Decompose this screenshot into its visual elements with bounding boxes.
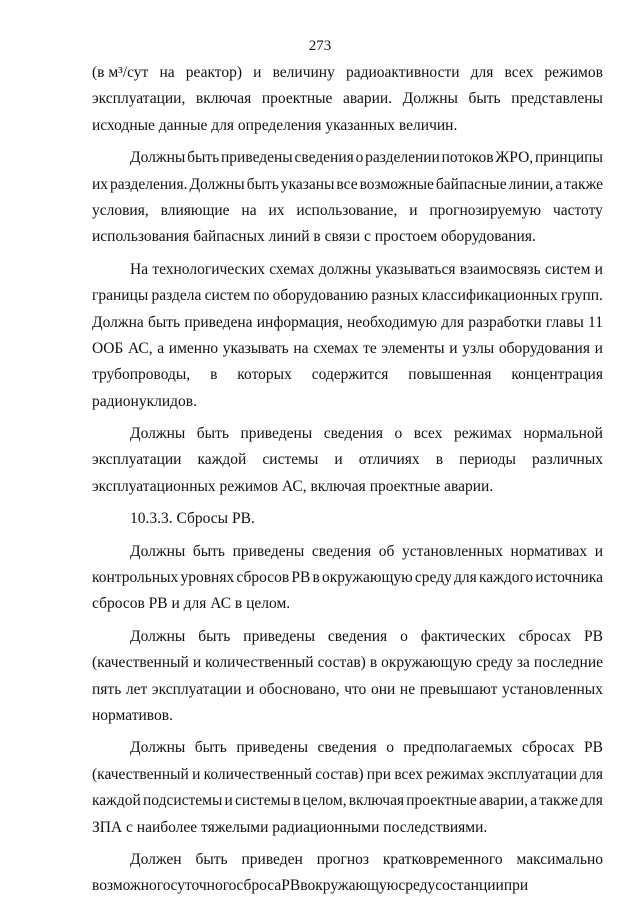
word: максимально — [516, 850, 603, 868]
word: Должны — [130, 739, 186, 757]
word: их — [92, 175, 109, 193]
word: сведения — [327, 627, 388, 645]
word: Должны — [130, 627, 186, 645]
word: 10.3.3. Сбросы РВ. — [130, 510, 255, 528]
word: суточного — [170, 877, 237, 895]
word: пять — [92, 680, 122, 698]
word: на — [293, 339, 309, 357]
word: также — [539, 792, 578, 810]
text-line — [92, 815, 603, 841]
word: величину — [272, 64, 335, 81]
word: обосновано, — [258, 680, 340, 698]
word: и — [409, 201, 418, 219]
text-line — [92, 421, 603, 447]
word: возможные — [359, 175, 434, 193]
word: на — [241, 201, 257, 219]
text-line — [92, 336, 603, 362]
word: нормальной — [523, 425, 603, 443]
word: превышают — [419, 680, 498, 698]
word: указывать — [222, 339, 289, 357]
word: о — [394, 425, 403, 443]
word: сбросах — [518, 627, 572, 645]
word: сбросах — [521, 739, 575, 757]
word: быть — [468, 90, 501, 108]
word: разработки — [468, 313, 542, 331]
word: частоту — [552, 201, 603, 219]
text-line — [92, 762, 603, 788]
word: использования байпасных линий в связи с простоем оборудования. — [92, 228, 536, 246]
word: байпасные — [435, 175, 507, 193]
word: раздела — [151, 287, 202, 305]
word: приведены — [243, 627, 315, 645]
word: Должны — [130, 149, 186, 167]
word: реактор) — [185, 64, 243, 81]
word: станции — [449, 877, 504, 895]
paragraph — [92, 624, 603, 730]
word: разных — [371, 287, 419, 305]
word: разделения. — [110, 175, 188, 193]
word: эксплуатации, — [92, 90, 186, 108]
word: границы — [92, 287, 149, 305]
word: нормативов. — [92, 706, 173, 724]
word: аварии. — [342, 90, 393, 108]
text-line — [92, 257, 603, 283]
word: радионуклидов. — [92, 392, 197, 410]
word: и — [449, 339, 458, 357]
word: быть — [187, 149, 220, 167]
word: а — [157, 339, 165, 357]
word: (качественный — [92, 765, 189, 783]
word: они — [370, 680, 396, 698]
text-line — [92, 362, 603, 388]
paragraph — [92, 145, 603, 251]
text-line — [92, 539, 603, 565]
word: главы — [545, 313, 584, 331]
word: приведены — [236, 739, 309, 757]
word: сведения — [294, 149, 354, 167]
word: установленных — [501, 680, 603, 698]
word: окружающую — [307, 877, 399, 895]
word: количественный — [205, 654, 314, 672]
word: не — [399, 680, 416, 698]
word: по — [253, 287, 270, 305]
word: целом, — [302, 792, 347, 810]
word: в — [369, 654, 378, 672]
paragraph — [92, 735, 603, 841]
word: и — [594, 339, 603, 357]
word: быть — [147, 313, 181, 331]
text-line — [92, 506, 603, 532]
word: линии, — [508, 175, 554, 193]
word: радиоактивности — [345, 64, 460, 81]
word: все — [336, 175, 358, 193]
word: прогнозируемую — [429, 201, 542, 219]
word: для — [470, 64, 494, 81]
word: системы — [262, 451, 319, 469]
text-line — [92, 447, 603, 473]
word: Должны — [402, 90, 458, 108]
word: групп. — [560, 287, 603, 305]
word: нормативах — [510, 542, 588, 560]
word: со — [435, 877, 450, 895]
word: уровнях — [180, 569, 235, 587]
word: включая — [348, 792, 405, 810]
word: указаны — [280, 175, 335, 193]
word: сбросов РВ и для АС в целом. — [92, 595, 291, 613]
word: для — [580, 792, 603, 810]
word: включая — [195, 90, 252, 108]
text-line — [92, 474, 603, 500]
word: последние — [533, 654, 603, 672]
word: в — [312, 569, 320, 587]
word: возможного — [92, 877, 171, 895]
word: содержится — [311, 366, 389, 384]
word: принципы — [534, 149, 603, 167]
word: технологических — [152, 260, 266, 278]
word: в — [435, 451, 444, 469]
word: Должен — [130, 850, 182, 868]
word: и — [192, 654, 202, 672]
word: количественный — [203, 765, 313, 783]
word: каждой — [197, 451, 247, 469]
text-line — [92, 389, 603, 415]
word: необходимую — [347, 313, 438, 331]
word: разделении — [365, 149, 440, 167]
word: Должны — [130, 542, 186, 560]
word: ЗПА с наиболее тяжелыми радиационными последствиями. — [92, 818, 488, 836]
word: потоков — [441, 149, 494, 167]
text-line — [92, 788, 603, 814]
word: узлы — [462, 339, 495, 357]
page-number: 273 — [308, 38, 332, 54]
word: прогноз — [316, 850, 370, 868]
word: АС, — [127, 339, 153, 357]
paragraph — [92, 506, 603, 532]
text-line — [92, 591, 603, 617]
word: быть — [246, 175, 279, 193]
word: за — [516, 654, 530, 672]
word: оборудования — [498, 339, 590, 357]
word: периоды — [459, 451, 516, 469]
word: каждой — [92, 792, 141, 810]
word: РВ — [281, 877, 301, 895]
word: сведения — [311, 542, 372, 560]
word: систем — [204, 287, 251, 305]
word: режимов — [544, 64, 603, 81]
word: что — [344, 680, 367, 698]
word: которых — [237, 366, 292, 384]
word: всех — [504, 64, 534, 81]
word: всех — [413, 425, 443, 443]
word: те — [363, 339, 377, 357]
word: режимах — [454, 425, 512, 443]
word: состав) — [315, 765, 364, 783]
word: ЖРО, — [495, 149, 534, 167]
word: системы — [234, 792, 291, 810]
text-line — [92, 145, 603, 171]
text-line — [92, 224, 603, 250]
word: трубопроводы, — [92, 366, 191, 384]
text-line — [92, 60, 603, 86]
word: подсистемы — [142, 792, 223, 810]
word: в — [293, 792, 301, 810]
word: ООБ — [92, 339, 124, 357]
paragraph — [92, 60, 603, 139]
word: предполагаемых — [403, 739, 513, 757]
word: фактических — [420, 627, 506, 645]
word: повышенная — [408, 366, 492, 384]
word: для — [580, 765, 603, 783]
word: контрольных — [92, 569, 179, 587]
word: также — [564, 175, 603, 193]
text-line — [92, 650, 603, 676]
word: приведена — [184, 313, 253, 331]
paragraph — [92, 421, 603, 500]
word: информация, — [256, 313, 343, 331]
word: для — [441, 313, 465, 331]
word: РВ — [291, 569, 311, 587]
word: представлены — [511, 90, 603, 108]
word: схемах — [269, 260, 315, 278]
word: именно — [168, 339, 219, 357]
word: быть — [194, 739, 227, 757]
word: сбросов — [236, 569, 290, 587]
word: окружающую — [381, 654, 472, 672]
word: влияющие — [160, 201, 230, 219]
word: условия, — [92, 201, 149, 219]
word: приведены — [240, 425, 313, 443]
word: Должны — [189, 175, 245, 193]
text-line — [92, 703, 603, 729]
word: РВ — [583, 739, 603, 757]
text-line — [92, 624, 603, 650]
word: и — [334, 451, 343, 469]
word: окружающую — [321, 569, 413, 587]
word: быть — [195, 850, 228, 868]
word: указываться — [375, 260, 456, 278]
word: отличиях — [358, 451, 420, 469]
text-line — [92, 677, 603, 703]
word: лет — [125, 680, 148, 698]
word: проектные — [406, 792, 477, 810]
word: (качественный — [92, 654, 189, 672]
word: проектные — [261, 90, 333, 108]
word: схемах — [313, 339, 359, 357]
word: режимах — [426, 765, 485, 783]
word: Должна — [92, 313, 144, 331]
text-line — [92, 283, 603, 309]
word: должны — [318, 260, 372, 278]
word: сведения — [323, 425, 383, 443]
word: элементы — [381, 339, 445, 357]
word: приведен — [241, 850, 303, 868]
word: установленных — [401, 542, 503, 560]
word: а — [555, 175, 563, 193]
word: среду — [398, 877, 436, 895]
word: их — [268, 201, 285, 219]
word: исходные данные для определения указанных величин. — [92, 116, 458, 134]
word: 11 — [588, 313, 603, 331]
word: классификационных — [421, 287, 558, 305]
text-line — [92, 198, 603, 224]
word: эксплуатации — [92, 451, 182, 469]
word: а — [530, 792, 538, 810]
word: использование, — [296, 201, 398, 219]
word: На — [130, 260, 149, 278]
word: и — [192, 765, 201, 783]
word: на — [159, 64, 175, 81]
paragraph — [92, 539, 603, 618]
word: всех — [394, 765, 424, 783]
text-line — [92, 735, 603, 761]
text-line — [92, 310, 603, 336]
word: в — [210, 366, 218, 384]
paragraph — [92, 847, 603, 900]
text-line — [92, 565, 603, 591]
text-line — [92, 172, 603, 198]
word: эксплуатационных режимов АС, включая проектные аварии. — [92, 477, 494, 495]
word: среду — [475, 654, 513, 672]
word: и — [594, 260, 603, 278]
text-line — [92, 873, 603, 899]
word: в — [300, 877, 308, 895]
word: состав) — [317, 654, 366, 672]
word: концентрация — [511, 366, 603, 384]
word: среду — [414, 569, 452, 587]
body-text — [92, 60, 603, 900]
word: оборудованию — [272, 287, 369, 305]
word: кратковременного — [382, 850, 503, 868]
text-line — [92, 86, 603, 112]
text-line — [92, 113, 603, 139]
word: о — [386, 739, 394, 757]
word: быть — [196, 425, 229, 443]
word: приведены — [232, 542, 305, 560]
word: при — [366, 765, 392, 783]
word: эксплуатации — [151, 680, 242, 698]
paragraph — [92, 257, 603, 415]
word: аварии, — [478, 792, 529, 810]
word: взаимосвязь — [459, 260, 541, 278]
word: и — [594, 542, 603, 560]
word: приведены — [221, 149, 293, 167]
word: о — [355, 149, 364, 167]
text-line — [92, 847, 603, 873]
word: систем — [544, 260, 591, 278]
word: для — [454, 569, 477, 587]
word: и — [246, 680, 255, 698]
word: быть — [198, 627, 231, 645]
word: сброса — [236, 877, 282, 895]
word: быть — [192, 542, 226, 560]
word: и — [224, 792, 233, 810]
word: каждого — [478, 569, 534, 587]
word: эксплуатации — [487, 765, 577, 783]
word: Должны — [130, 425, 186, 443]
word: при — [503, 877, 529, 895]
word: источника — [535, 569, 603, 587]
word: различных — [531, 451, 603, 469]
word: сведения — [317, 739, 377, 757]
word: РВ — [584, 627, 603, 645]
word: и — [253, 64, 262, 81]
word: об — [378, 542, 395, 560]
word: (в м³/сут — [92, 64, 149, 81]
word: о — [400, 627, 408, 645]
